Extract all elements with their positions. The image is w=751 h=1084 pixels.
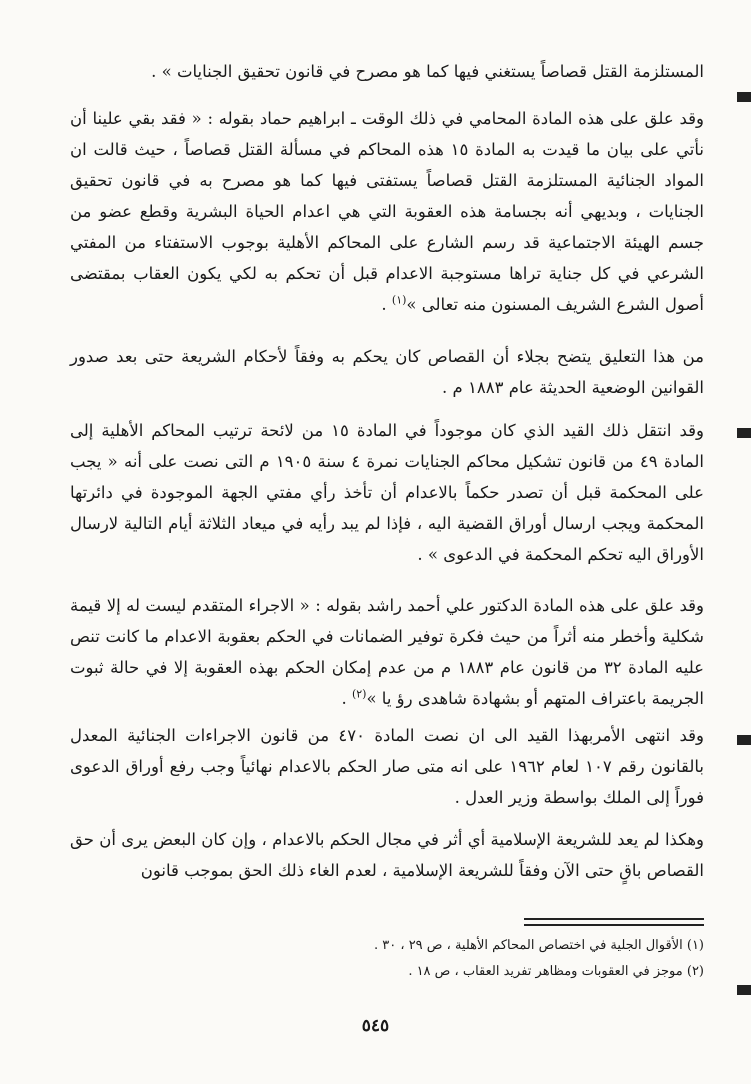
footnote-ref-2: (٢) bbox=[351, 687, 367, 701]
paragraph-text: وقد علق على هذه المادة الدكتور علي أحمد راشد بقوله : « الاجراء المتقدم ليست له إلا قيمة شكلية وأخطر منه أثراً من حيث فكرة توفير الضمانات في الحكم بعقوبة الاعدام ما كانت تنص عليه المادة ٣٢ من قانون عام ١٨٨٣ م من عدم إمكان الحكم بهذه العقوبة إلا في حالة ثبوت الجريمة باعتراف المتهم أو بشهادة شاهدى رؤ يا » bbox=[70, 596, 705, 708]
paragraph-text: وقد علق على هذه المادة المحامي في ذلك الوقت ـ ابراهيم حماد بقوله : « فقد بقي علينا أن نأتي على بيان ما قيدت به المادة ١٥ هذه المحاكم في مسألة القتل قصاصاً ، حيث قالت ان المواد الجنائية المستلزمة القتل قصاصاً يستفتى فيها كما هو مصرح به في قانون تحقيق الجنايات ، وبديهي أنه بجسامة هذه العقوبة التي هي اعدام الحياة البشرية وقطع عضو من جسم الهيئة الاجتماعية قد رسم الشارع على المحاكم الأهلية بوجوب الاستفتاء من المفتي الشرعي في كل جناية تراها مستوجبة الاعدام قبل أن تحكم به لكي يكون العقاب بمقتضى أصول الشرع الشريف المسنون منه تعالى » bbox=[70, 109, 704, 314]
paragraph-article-49: وقد انتقل ذلك القيد الذي كان موجوداً في المادة ١٥ من لائحة ترتيب المحاكم الأهلية إلى المادة ٤٩ من قانون تشكيل محاكم الجنايات نمرة ٤ سنة ١٩٠٥ م التى نصت على أنه « يجب على المحكمة قبل أن تصدر حكماً بالاعدام أن تأخذ رأي مفتي الجهة الموجودة في دائرتها المحكمة ويجب ارسال أوراق القضية اليه ، فإذا لم يبد رأيه في ميعاد الثلاثة أيام التالية لارسال الأوراق اليه تحكم المحكمة في الدعوى » . bbox=[70, 421, 704, 564]
paragraph-continuation: المستلزمة القتل قصاصاً يستغني فيها كما هو مصرح في قانون تحقيق الجنايات » . bbox=[151, 62, 704, 81]
page-number: ٥٤٥ bbox=[361, 1016, 390, 1036]
paragraph-ali-rashed-commentary bbox=[70, 590, 704, 714]
edge-mark bbox=[737, 985, 751, 995]
paragraph-tail: . bbox=[341, 689, 352, 708]
paragraph-final: وهكذا لم يعد للشريعة الإسلامية أي أثر في مجال الحكم بالاعدام ، وإن كان البعض يرى أن حق القصاص باقٍ حتى الآن وفقاً للشريعة الإسلامية ، لعدم الغاء ذلك الحق بموجب قانون bbox=[70, 830, 704, 880]
edge-mark bbox=[737, 92, 751, 102]
paragraph-article-470: وقد انتهى الأمربهذا القيد الى ان نصت المادة ٤٧٠ من قانون الاجراءات الجنائية المعدل بالقانون رقم ١٠٧ لعام ١٩٦٢ على انه متى صار الحكم بالاعدام نهائياً وجب رفع أوراق الدعوى فوراً إلى الملك بواسطة وزير العدل . bbox=[70, 726, 704, 807]
footnote-separator-top bbox=[524, 918, 704, 920]
edge-mark bbox=[737, 428, 751, 438]
paragraph-tail: . bbox=[381, 295, 392, 314]
footnote-1: (١) الأقوال الجلية في اختصاص المحاكم الأهلية ، ص ٢٩ ، ٣٠ . bbox=[373, 938, 704, 953]
paragraph-conclusion-commentary: من هذا التعليق يتضح بجلاء أن القصاص كان يحكم به وفقاً لأحكام الشريعة حتى بعد صدور القوانين الوضعية الحديثة عام ١٨٨٣ م . bbox=[70, 347, 704, 397]
edge-mark bbox=[737, 735, 751, 745]
footnote-2: (٢) موجز في العقوبات ومظاهر تفريد العقاب ، ص ١٨ . bbox=[408, 964, 704, 979]
paragraph-ibrahim-hammad-commentary bbox=[70, 103, 704, 320]
footnote-ref-1: (١) bbox=[391, 293, 407, 307]
footnote-separator-bottom bbox=[524, 924, 704, 926]
